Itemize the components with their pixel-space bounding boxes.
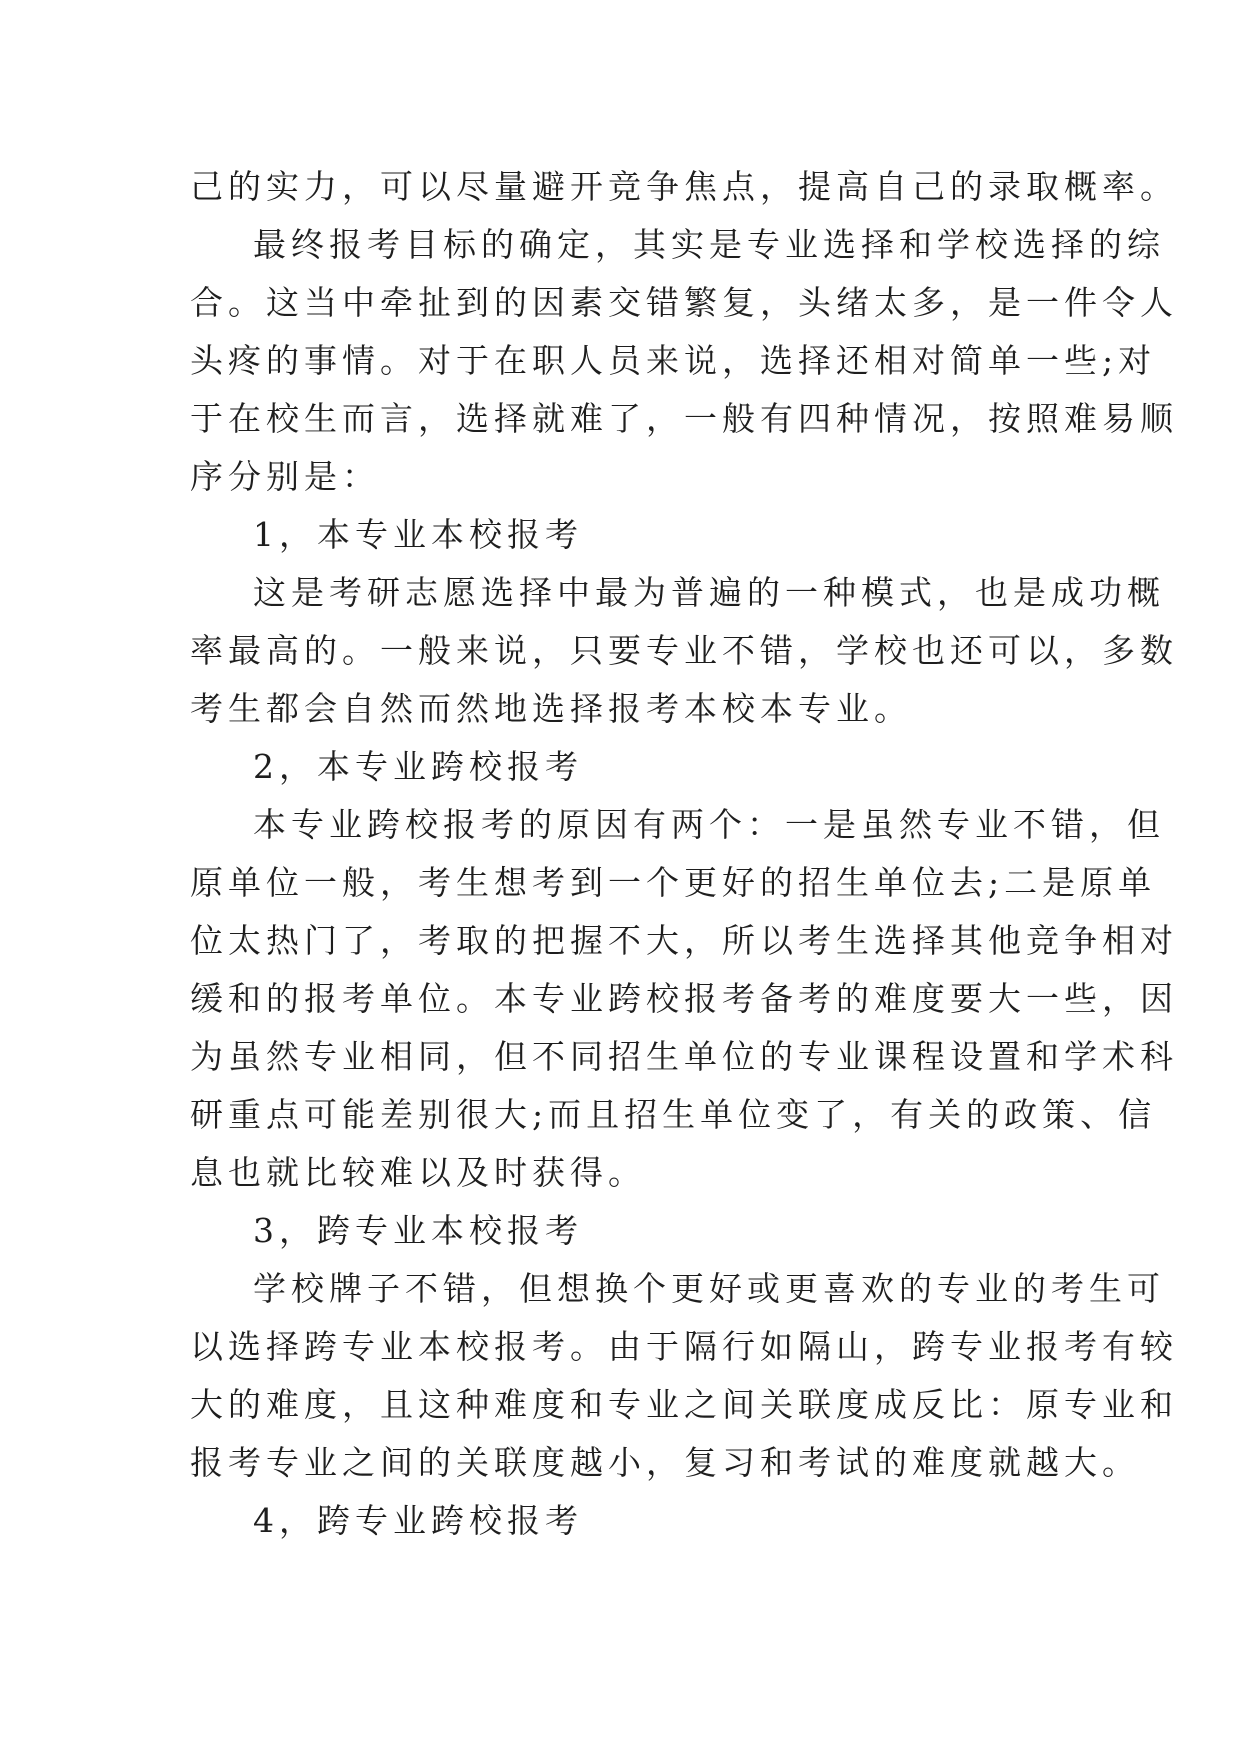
text-line: 位太热门了，考取的把握不大，所以考生选择其他竞争相对 [190, 921, 1178, 960]
paragraph-first-line: 最终报考目标的确定，其实是专业选择和学校选择的综 [253, 225, 1165, 264]
text-line: 己的实力，可以尽量避开竞争焦点，提高自己的录取概率。 [190, 167, 1178, 206]
paragraph-first-line: 这是考研志愿选择中最为普遍的一种模式，也是成功概 [253, 573, 1165, 612]
text-line: 序分别是： [190, 457, 380, 496]
text-line: 研重点可能差别很大;而且招生单位变了，有关的政策、信 [190, 1095, 1157, 1134]
paragraph-first-line: 本专业跨校报考的原因有两个：一是虽然专业不错，但 [253, 805, 1165, 844]
text-line: 为虽然专业相同，但不同招生单位的专业课程设置和学术科 [190, 1037, 1178, 1076]
text-line: 考生都会自然而然地选择报考本校本专业。 [190, 689, 912, 728]
text-line: 于在校生而言，选择就难了，一般有四种情况，按照难易顺 [190, 399, 1178, 438]
section-heading-3: 3，跨专业本校报考 [253, 1211, 583, 1250]
text-line: 合。这当中牵扯到的因素交错繁复，头绪太多，是一件令人 [190, 283, 1178, 322]
text-line: 缓和的报考单位。本专业跨校报考备考的难度要大一些，因 [190, 979, 1178, 1018]
text-line: 原单位一般，考生想考到一个更好的招生单位去;二是原单 [190, 863, 1157, 902]
text-line: 率最高的。一般来说，只要专业不错，学校也还可以，多数 [190, 631, 1178, 670]
section-heading-4: 4，跨专业跨校报考 [253, 1501, 583, 1540]
text-line: 头疼的事情。对于在职人员来说，选择还相对简单一些;对 [190, 341, 1157, 380]
section-heading-2: 2，本专业跨校报考 [253, 747, 583, 786]
text-line: 息也就比较难以及时获得。 [190, 1153, 646, 1192]
document-body [190, 158, 1178, 1550]
paragraph-first-line: 学校牌子不错，但想换个更好或更喜欢的专业的考生可 [253, 1269, 1165, 1308]
section-heading-1: 1，本专业本校报考 [253, 515, 583, 554]
text-line: 报考专业之间的关联度越小，复习和考试的难度就越大。 [190, 1443, 1140, 1482]
text-line: 大的难度，且这种难度和专业之间关联度成反比：原专业和 [190, 1385, 1178, 1424]
text-line: 以选择跨专业本校报考。由于隔行如隔山，跨专业报考有较 [190, 1327, 1178, 1366]
